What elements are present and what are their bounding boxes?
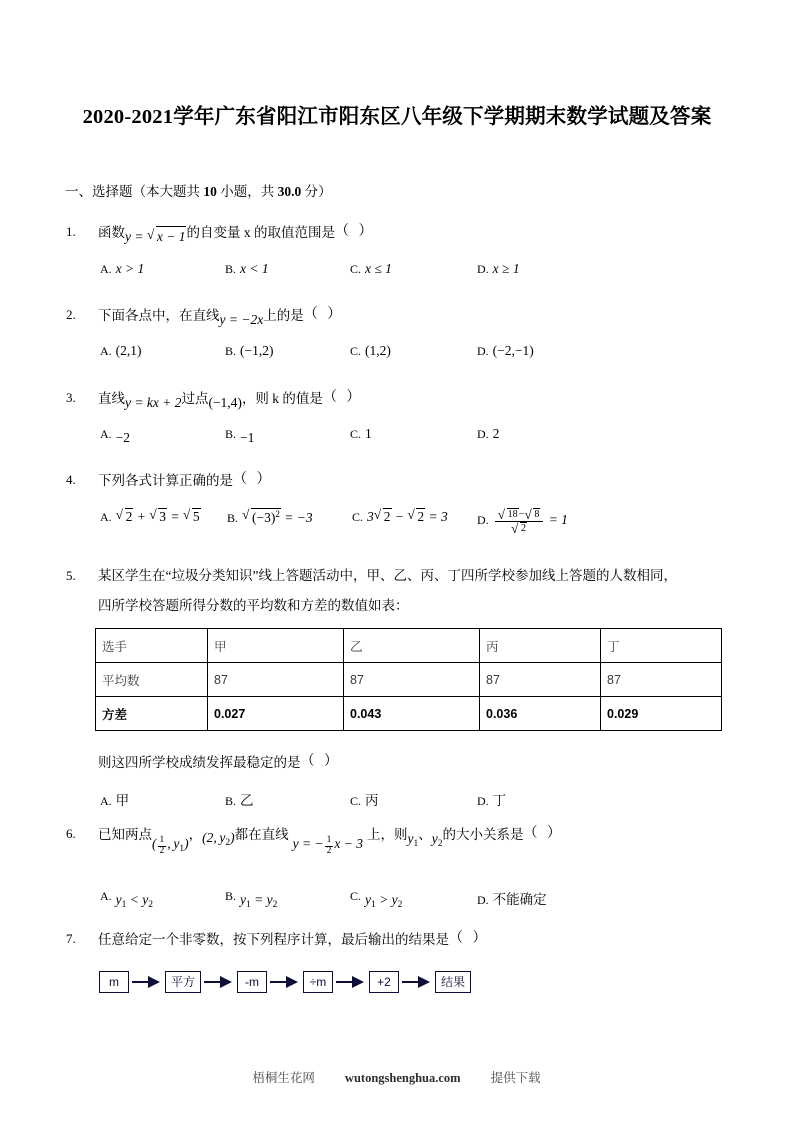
question-6-answer-paren[interactable]: （ ） (523, 826, 564, 841)
question-2-stem (98, 305, 344, 330)
question-4-option-b[interactable]: B. √ $(-3)^2 = -3$ (227, 508, 313, 526)
option-value: (2,1) (115, 343, 142, 358)
option-value: √ $(-3)^2 = -3$ (242, 510, 313, 525)
question-3-option-d[interactable]: D. 2 (477, 426, 500, 441)
question-3-options (0, 426, 793, 448)
option-value: 1 (365, 426, 372, 441)
table-cell: 87 (208, 663, 344, 697)
question-6-option-b[interactable]: B. $y_1 = y_2$ (225, 889, 278, 910)
table-cell: 87 (344, 663, 480, 697)
option-value: 甲 (115, 793, 130, 808)
question-6-y2: $y_2$ (431, 831, 443, 849)
table-cell: 0.036 (480, 697, 601, 731)
question-6-option-d[interactable]: D. 不能确定 (477, 892, 547, 907)
table-row-players (96, 629, 722, 663)
question-2-option-c[interactable]: C. (1,2) (350, 343, 391, 358)
option-value: 丁 (492, 793, 507, 808)
question-1-number: 1. (66, 224, 76, 239)
question-5-stem-after-table: 则这四所学校成绩发挥最稳定的是（ ） (98, 754, 341, 770)
option-value: √ 18− √ 8 √ 2 = 1 (493, 512, 568, 527)
question-2-answer-paren[interactable]: （ ） (303, 307, 345, 322)
table-cell: 87 (480, 663, 601, 697)
question-5-stem-line2: 四所学校答题所得分数的平均数和方差的数值如表： (98, 598, 409, 613)
question-4-option-d[interactable]: D. √ 18− √ 8 √ 2 = 1 (477, 508, 568, 534)
question-4-option-c[interactable]: C. 3 √ 2 − √ 2 = 3 (352, 508, 448, 525)
question-4-options (0, 508, 793, 534)
option-value: $y_1 > y_2$ (365, 892, 403, 910)
table-row-mean (96, 663, 722, 697)
question-6-stem-prefix: 已知两点 (98, 827, 152, 842)
option-value: (−1,2) (240, 343, 274, 358)
flow-box-result: 结果 (435, 971, 471, 993)
question-4-option-a[interactable]: A. √ 2 + √ 3 = √ 5 (100, 508, 201, 525)
question-5-stem-line1: 某区学生在“垃圾分类知识”线上答题活动中，甲、乙、丙、丁四所学校参加线上答题的人数相同， (98, 568, 677, 583)
option-value: −1 (240, 430, 255, 445)
question-6-stem-suffix-a: 上，则 (366, 827, 408, 842)
option-value: (−2,−1) (492, 343, 534, 358)
option-value: √ 2 + √ 3 = √ 5 (116, 509, 201, 524)
question-2-stem-prefix: 下面各点中，在直线 (98, 308, 220, 323)
question-6-stem (98, 824, 564, 859)
section-heading (65, 182, 332, 202)
flow-box-subtract-m: -m (237, 971, 267, 993)
option-value: (1,2) (365, 343, 391, 358)
question-4-number: 4. (66, 472, 76, 487)
question-5-option-b[interactable]: B. 乙 (225, 793, 254, 808)
question-4-answer-paren[interactable]: （ ） (233, 472, 274, 487)
question-7-stem: 任意给定一个非零数，按下列程序计算，最后输出的结果是（ ） (98, 931, 490, 947)
flow-box-plus-2: +2 (369, 971, 399, 993)
table-cell: 0.043 (344, 697, 480, 731)
question-5-options (0, 789, 793, 811)
question-3-formula: y = kx + 2 (125, 395, 182, 410)
question-3-option-a[interactable]: A. −2 (100, 427, 131, 445)
option-value: $y_1 < y_2$ (115, 892, 154, 910)
table-cell: 甲 (208, 629, 344, 663)
question-6-options (0, 888, 793, 910)
question-3-point: (−1,4) (208, 395, 242, 410)
statistics-table (95, 628, 722, 731)
question-5-answer-paren[interactable]: （ ） (300, 754, 341, 769)
flow-box-input: m (99, 971, 129, 993)
table-cell: 0.027 (208, 697, 344, 731)
table-cell: 丁 (601, 629, 722, 663)
question-3-number: 3. (66, 390, 76, 405)
section-heading-prefix: 一、选择题（本大题共 (65, 184, 204, 199)
question-6-y1: $y_1$ (407, 831, 419, 849)
question-5-number: 5. (66, 568, 76, 583)
question-1-option-b[interactable]: B. x < 1 (225, 261, 269, 276)
question-3-answer-paren[interactable]: （ ） (322, 390, 364, 405)
arrow-right-icon (204, 975, 234, 989)
option-value: 不能确定 (492, 892, 547, 907)
table-cell: 87 (601, 663, 722, 697)
question-6-stem-mid: 都在直线 (234, 827, 289, 842)
question-7-number: 7. (66, 931, 76, 946)
question-6-option-c[interactable]: C. $y_1 > y_2$ (350, 889, 403, 910)
question-3-option-c[interactable]: C. 1 (350, 426, 372, 441)
option-value: $y_1 = y_2$ (240, 892, 278, 910)
question-3-stem-suffix: ，则 k 的值是 (241, 391, 323, 406)
option-value: 2 (492, 426, 500, 441)
question-4-stem (98, 470, 274, 491)
question-1-stem-prefix: 函数 (98, 225, 125, 240)
option-value: x ≥ 1 (492, 261, 520, 276)
option-value: 乙 (240, 793, 254, 808)
table-row-header: 方差 (96, 697, 208, 731)
question-2-number: 2. (66, 307, 76, 322)
question-6-formula: y = − $\frac{1}{2}$ x − 3 (292, 835, 363, 856)
footer-brand: 梧桐生花网 (252, 1071, 315, 1085)
table-cell: 乙 (344, 629, 480, 663)
question-7-answer-paren[interactable]: （ ） (449, 931, 490, 946)
table-row-header: 平均数 (96, 663, 208, 697)
program-flowchart (99, 968, 471, 996)
option-value: 3 √ 2 − √ 2 = 3 (367, 509, 448, 524)
section-heading-mid: 小题，共 (216, 184, 278, 199)
question-6-point-sep: ， (188, 827, 203, 842)
question-5-option-a[interactable]: A. 甲 (100, 793, 130, 808)
footer-site-url: wutongshenghua.com (344, 1071, 461, 1085)
arrow-right-icon (132, 975, 162, 989)
question-3-stem-mid: 过点 (181, 391, 209, 406)
question-1-stem (98, 222, 375, 247)
table-row-header: 选手 (96, 629, 208, 663)
section-points: 30.0 (277, 184, 302, 199)
section-question-count: 10 (203, 184, 217, 199)
question-2-stem-suffix: 上的是 (263, 308, 304, 323)
question-5-option-d[interactable]: D. 丁 (477, 793, 507, 808)
question-4-stem-prefix: 下列各式计算正确的是 (98, 473, 233, 488)
flow-box-square: 平方 (165, 971, 201, 993)
question-6-point-2: (2, $y_2$) (202, 830, 235, 848)
question-3-option-b[interactable]: B. −1 (225, 427, 255, 445)
question-2-formula: y = −2x (219, 312, 264, 327)
table-cell: 0.029 (601, 697, 722, 731)
option-value: x < 1 (240, 261, 269, 276)
question-2-option-a[interactable]: A. (2,1) (100, 343, 142, 358)
question-1-options (0, 261, 793, 283)
question-3-stem-prefix: 直线 (98, 391, 125, 406)
page-footer (0, 1068, 793, 1086)
option-value: x > 1 (115, 261, 145, 276)
table-row-variance (96, 697, 722, 731)
question-2-options (0, 343, 793, 365)
question-6-point-1: ( $\frac{1}{2}$ , $y_1$) (152, 835, 189, 856)
option-value: x ≤ 1 (365, 261, 392, 276)
question-6-stem-suffix-b: 的大小关系是 (442, 827, 524, 842)
question-1-option-c[interactable]: C. x ≤ 1 (350, 261, 392, 276)
question-6-option-a[interactable]: A. $y_1 < y_2$ (100, 889, 154, 910)
flow-box-divide-m: ÷m (303, 971, 333, 993)
section-heading-suffix: 分） (301, 184, 332, 199)
question-6-number: 6. (66, 826, 76, 841)
page-title: 2020-2021学年广东省阳江市阳东区八年级下学期期末数学试题及答案 (82, 106, 712, 128)
question-1-option-a[interactable]: A. x > 1 (100, 261, 145, 276)
option-value: −2 (115, 430, 131, 445)
arrow-right-icon (402, 975, 432, 989)
question-2-option-d[interactable]: D. (−2,−1) (477, 343, 534, 358)
arrow-right-icon (270, 975, 300, 989)
question-2-option-b[interactable]: B. (−1,2) (225, 343, 274, 358)
question-5-option-c[interactable]: C. 丙 (350, 793, 379, 808)
question-6-dot: 、 (418, 827, 432, 842)
question-1-option-d[interactable]: D. x ≥ 1 (477, 261, 520, 276)
question-1-stem-suffix: 的自变量 x 的取值范围是 (186, 225, 335, 240)
footer-download-note: 提供下载 (490, 1071, 541, 1085)
question-1-answer-paren[interactable]: （ ） (334, 224, 376, 239)
arrow-right-icon (336, 975, 366, 989)
table-cell: 丙 (480, 629, 601, 663)
option-value: 丙 (365, 793, 379, 808)
question-1-formula: y = √ x − 1 (125, 226, 186, 247)
question-3-stem (98, 388, 363, 413)
